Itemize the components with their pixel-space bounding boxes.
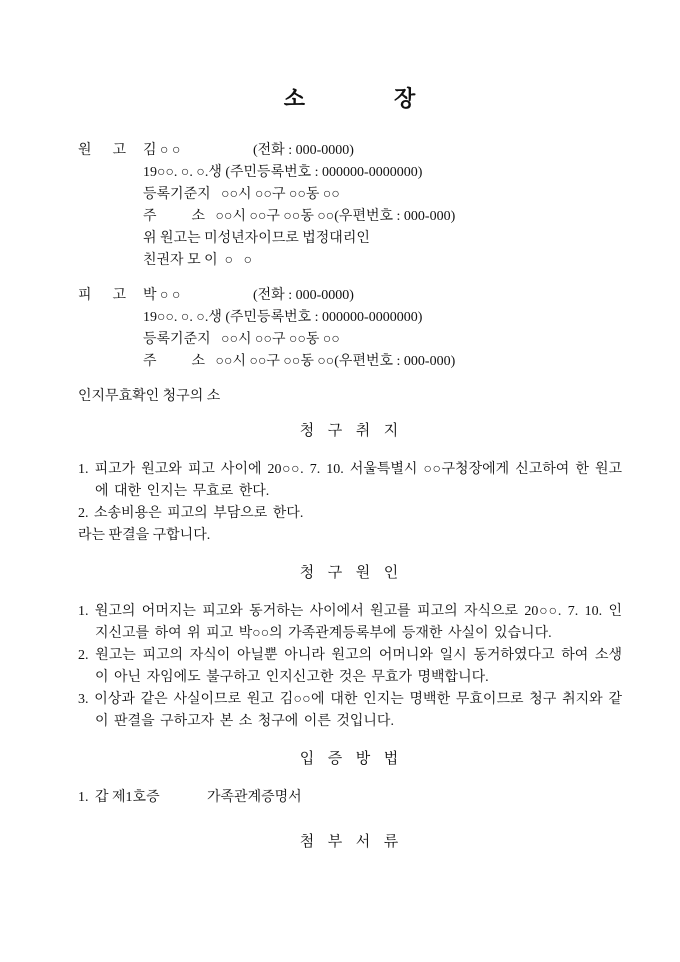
evidence-item-1-value: 가족관계증명서 [207, 790, 302, 805]
claims-item-2 [78, 503, 622, 525]
grounds-item-1-number: 1. [78, 604, 89, 619]
grounds-item-1-text: 원고의 어머지는 피고와 동거하는 사이에서 원고를 피고의 자식으로 20○○. 7. 10. 인지신고를 하여 위 피고 박○○의 가족관계등록부에 등재한 사실이 있습니다. [94, 604, 622, 641]
claims-item-1-number: 1. [78, 462, 89, 477]
plaintiff-header-line [78, 140, 622, 162]
evidence-section-heading: 입 증 방 법 [299, 751, 401, 767]
plaintiff-block [78, 140, 622, 272]
claims-item-1-text: 피고가 원고와 피고 사이에 20○○. 7. 10. 서울특별시 ○○구청장에게 신고하여 한 원고에 대한 인지는 무효로 한다. [94, 462, 622, 499]
plaintiff-address-line: 주 소 ○○시 ○○구 ○○동 ○○(우편번호 : 000-000) [143, 209, 456, 224]
case-name: 인지무효확인 청구의 소 [78, 389, 221, 404]
claims-section-heading: 청 구 취 지 [299, 423, 401, 439]
evidence-item-1-label: 갑 제1호증 [95, 790, 160, 805]
grounds-section-body [78, 601, 622, 733]
grounds-item-2-number: 2. [78, 648, 89, 663]
grounds-item-1 [78, 601, 622, 645]
plaintiff-phone: (전화 : 000-0000) [253, 143, 354, 158]
grounds-item-3 [78, 689, 622, 733]
document-title-char-2: 장 [394, 86, 417, 111]
defendant-header-line [78, 285, 622, 307]
defendant-name: 박 ○ ○ [143, 288, 181, 303]
plaintiff-minor-note-line: 위 원고는 미성년자이므로 법정대리인 [143, 231, 370, 246]
claims-item-2-text: 소송비용은 피고의 부담으로 한다. [94, 506, 304, 521]
grounds-item-3-number: 3. [78, 692, 89, 707]
claims-section-body [78, 459, 622, 547]
plaintiff-role-label: 원 고 [78, 143, 127, 158]
defendant-role-label: 피 고 [78, 288, 127, 303]
evidence-item-1 [78, 787, 622, 809]
claims-item-1 [78, 459, 622, 503]
evidence-item-1-number: 1. [78, 790, 89, 805]
defendant-birth-line: 19○○. ○. ○.생 (주민등록번호 : 000000-0000000) [143, 310, 423, 325]
plaintiff-birth-line: 19○○. ○. ○.생 (주민등록번호 : 000000-0000000) [143, 165, 423, 180]
plaintiff-name: 김 ○ ○ [143, 143, 181, 158]
grounds-item-2-text: 원고는 피고의 자식이 아닐뿐 아니라 원고의 어머니와 일시 동거하였다고 하여 소생이 아닌 자임에도 불구하고 인지신고한 것은 무효가 명백합니다. [95, 648, 622, 685]
defendant-phone: (전화 : 000-0000) [253, 288, 354, 303]
defendant-registry-line: 등록기준지 ○○시 ○○구 ○○동 ○○ [143, 332, 340, 347]
document-title [78, 84, 622, 114]
claims-item-2-number: 2. [78, 506, 89, 521]
grounds-item-3-text: 이상과 같은 사실이므로 원고 김○○에 대한 인지는 명백한 무효이므로 청구 취지와 같이 판결을 구하고자 본 소 청구에 이른 것입니다. [94, 692, 623, 729]
defendant-address-line: 주 소 ○○시 ○○구 ○○동 ○○(우편번호 : 000-000) [143, 354, 456, 369]
grounds-section-heading: 청 구 원 인 [299, 565, 401, 581]
attachments-section-heading: 첨 부 서 류 [299, 834, 401, 850]
plaintiff-guardian-line: 친권자 모 이 ○ ○ [143, 253, 253, 268]
claims-closing-line: 라는 판결을 구합니다. [78, 528, 211, 543]
plaintiff-registry-line: 등록기준지 ○○시 ○○구 ○○동 ○○ [143, 187, 340, 202]
document-title-char-1: 소 [283, 86, 306, 111]
grounds-item-2 [78, 645, 622, 689]
defendant-block [78, 285, 622, 373]
